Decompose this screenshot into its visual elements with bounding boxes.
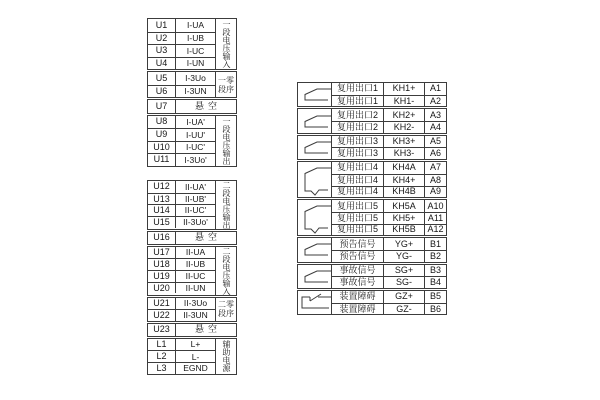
terminal-id: U18 [148, 259, 176, 270]
signal-name: II-UC' [184, 205, 207, 216]
output-label: 预告信号 [339, 250, 376, 261]
terminal-id: U11 [148, 154, 176, 166]
table-row [148, 100, 236, 113]
table-row [148, 339, 215, 351]
group-label-line: 段序 [218, 84, 234, 94]
terminal-id: U3 [148, 45, 176, 57]
terminal-name: GZ+ [383, 291, 424, 303]
table-row [332, 162, 446, 174]
terminal-id: U10 [148, 142, 176, 154]
signal-name: I-3UN [184, 86, 207, 96]
table-row [148, 204, 215, 216]
table-row [148, 85, 215, 98]
group-label [215, 19, 236, 69]
signal-name: EGND [183, 363, 208, 374]
terminal-id: U1 [148, 19, 176, 32]
table-row [332, 200, 446, 212]
output-label: 复用出口5 [336, 200, 378, 211]
terminal-name: KH3- [383, 148, 424, 159]
table-row [148, 350, 215, 362]
table-row [332, 186, 446, 198]
group-section2-voltage-output [147, 180, 237, 230]
terminal-id: U22 [148, 310, 176, 321]
terminal-id: U15 [148, 217, 176, 228]
table-row [148, 282, 215, 294]
terminal-name: KH3+ [383, 136, 424, 148]
output-label: 预告信号 [339, 238, 376, 249]
output-label: 复用出口2 [336, 109, 378, 120]
table-row [148, 258, 215, 270]
group-floating-u23 [147, 323, 237, 337]
signal-name: I-UC' [185, 142, 206, 152]
output-label: 复用出口2 [336, 122, 378, 132]
terminal-number: A9 [424, 187, 446, 198]
signal-name: II-UN [185, 282, 206, 293]
signal-name: II-UA' [185, 181, 206, 192]
terminal-number: B5 [424, 291, 446, 303]
signal-name: I-UB [187, 33, 204, 43]
table-row [148, 324, 236, 336]
table-row [148, 72, 215, 85]
table-row [148, 153, 215, 166]
signal-name: I-UC [186, 45, 205, 56]
signal-name: I-UN [186, 58, 205, 68]
terminal-id: L2 [148, 351, 176, 362]
table-row [332, 238, 446, 250]
normally-open-contact-icon [298, 83, 332, 106]
terminal-number: A1 [424, 83, 446, 95]
signal-name: 悬空 [194, 100, 221, 111]
terminal-id: U2 [148, 33, 176, 45]
group-label [215, 339, 236, 374]
terminal-name: GZ- [383, 304, 424, 315]
table-row [332, 265, 446, 277]
signal-name: 悬空 [194, 232, 221, 243]
group-device-trouble [297, 290, 447, 315]
terminal-number: B1 [424, 238, 446, 250]
terminal-id: U12 [148, 181, 176, 193]
table-row [148, 44, 215, 57]
table-row [332, 174, 446, 186]
terminal-id: U13 [148, 194, 176, 205]
terminal-name: KH4A [383, 162, 424, 174]
table-row [332, 276, 446, 288]
group-alarm-signal [297, 237, 447, 262]
output-label: 装置障碍 [339, 291, 376, 302]
table-row [148, 270, 215, 282]
signal-name: I-3Uo' [184, 154, 207, 165]
table-row [148, 216, 215, 228]
group-section1-voltage-input [147, 18, 237, 70]
terminal-number: B4 [424, 277, 446, 288]
terminal-number: A2 [424, 96, 446, 107]
terminal-id: L1 [148, 339, 176, 351]
table-row [332, 121, 446, 133]
normally-closed-contact-icon [298, 291, 332, 314]
terminal-name: SG+ [383, 265, 424, 277]
terminal-number: A12 [424, 225, 446, 236]
signal-name: II-3Uo' [183, 217, 208, 228]
group-fault-signal [297, 264, 447, 289]
table-row [332, 212, 446, 224]
changeover-contact-icon [298, 200, 332, 235]
output-label: 装置障碍 [339, 303, 376, 314]
group-label [215, 247, 236, 295]
terminal-id: U20 [148, 283, 176, 294]
terminal-id: U23 [148, 324, 176, 336]
table-row [148, 19, 215, 32]
group-label-text: 一段电压输入 [222, 20, 231, 68]
terminal-number: A11 [424, 213, 446, 224]
group-section2-zero-sequence [147, 297, 237, 322]
group-label [215, 181, 236, 229]
terminal-number: B2 [424, 251, 446, 262]
table-row [148, 193, 215, 205]
signal-name: II-3UN [183, 310, 208, 321]
signal-name: II-UC [185, 271, 206, 282]
table-row [332, 95, 446, 107]
group-label-text: 辅助电源 [222, 340, 231, 373]
normally-open-contact-icon [298, 109, 332, 132]
group-label-text: 二段电压输入 [222, 246, 231, 295]
table-row [148, 128, 215, 141]
terminal-id: U4 [148, 58, 176, 70]
table-row [148, 141, 215, 154]
signal-name: I-3Uo [185, 73, 206, 83]
output-label: 事故信号 [339, 264, 376, 275]
table-row [332, 224, 446, 236]
group-floating-u7 [147, 99, 237, 114]
terminal-id: U17 [148, 247, 176, 259]
output-label: 复用出口1 [336, 83, 378, 94]
table-row [332, 147, 446, 159]
group-label [215, 72, 236, 97]
table-row [332, 303, 446, 315]
table-row [148, 247, 215, 259]
output-label: 复用出口4 [336, 162, 378, 173]
output-label: 复用出口5 [336, 212, 378, 223]
signal-name: II-3Uo [183, 298, 208, 309]
output-label: 复用出口3 [336, 148, 378, 159]
terminal-id: U8 [148, 116, 176, 129]
signal-name: I-UA' [186, 116, 205, 127]
table-row [148, 362, 215, 374]
group-label [215, 298, 236, 321]
group-output5 [297, 199, 447, 236]
output-label: 复用出口3 [336, 136, 378, 147]
terminal-id: U19 [148, 271, 176, 282]
terminal-id: U16 [148, 232, 176, 244]
output-label: 复用出口4 [336, 186, 378, 197]
terminal-number: B3 [424, 265, 446, 277]
terminal-id: L3 [148, 363, 176, 374]
normally-open-contact-icon [298, 238, 332, 261]
group-output2 [297, 108, 447, 133]
group-section1-zero-sequence [147, 71, 237, 98]
terminal-number: A3 [424, 109, 446, 121]
terminal-name: KH5+ [383, 213, 424, 224]
output-contact-table [297, 82, 447, 316]
terminal-name: YG- [383, 251, 424, 262]
table-row [332, 136, 446, 148]
terminal-number: A10 [424, 200, 446, 212]
output-label: 复用出口5 [336, 224, 378, 235]
terminal-number: A8 [424, 175, 446, 186]
terminal-name: KH4B [383, 187, 424, 198]
terminal-number: A7 [424, 162, 446, 174]
terminal-name: KH2- [383, 122, 424, 133]
table-row [332, 83, 446, 95]
table-row [332, 250, 446, 262]
group-label-text: 二段电压输出 [222, 181, 231, 229]
signal-name: II-UB' [185, 193, 206, 204]
table-row [148, 32, 215, 45]
output-label: 事故信号 [339, 277, 376, 288]
table-row [148, 116, 215, 129]
terminal-name: KH5B [383, 225, 424, 236]
table-row [332, 109, 446, 121]
group-section1-voltage-output [147, 115, 237, 167]
group-floating-u16 [147, 231, 237, 245]
terminal-id: U9 [148, 129, 176, 141]
terminal-number: B6 [424, 304, 446, 315]
group-output3 [297, 135, 447, 160]
table-row [148, 57, 215, 70]
normally-open-contact-icon [298, 265, 332, 288]
terminal-id: U6 [148, 86, 176, 98]
voltage-terminal-table-upper [147, 18, 237, 168]
group-label-text: 一段电压输出 [222, 116, 231, 165]
signal-name: I-UA [187, 20, 204, 30]
output-label: 复用出口1 [336, 95, 378, 106]
terminal-id: U21 [148, 298, 176, 310]
terminal-id: U7 [148, 100, 176, 113]
terminal-number: A4 [424, 122, 446, 133]
signal-name: L- [191, 351, 200, 362]
terminal-name: KH1+ [383, 83, 424, 95]
terminal-number: A6 [424, 148, 446, 159]
table-row [148, 232, 236, 244]
signal-name: II-UB [185, 259, 206, 270]
signal-name: I-UU' [185, 129, 206, 140]
group-auxiliary-power [147, 338, 237, 375]
group-output4 [297, 161, 447, 198]
changeover-contact-icon [298, 162, 332, 197]
table-row [148, 298, 215, 310]
terminal-name: KH4+ [383, 175, 424, 186]
voltage-terminal-table-lower [147, 180, 237, 376]
group-section2-voltage-input [147, 246, 237, 296]
terminal-name: YG+ [383, 238, 424, 250]
group-label-line: 二零 [218, 300, 234, 310]
table-row [148, 181, 215, 193]
terminal-name: KH5A [383, 200, 424, 212]
group-label-line: 一零 [218, 75, 234, 85]
output-label: 复用出口4 [336, 174, 378, 185]
table-row [148, 309, 215, 321]
terminal-id: U14 [148, 205, 176, 216]
group-output1 [297, 82, 447, 107]
table-row [332, 291, 446, 303]
terminal-id: U5 [148, 72, 176, 85]
signal-name: II-UA [185, 247, 206, 258]
terminal-name: KH1- [383, 96, 424, 107]
signal-name: L+ [190, 339, 201, 350]
normally-open-contact-icon [298, 136, 332, 159]
group-label-line: 段序 [218, 309, 234, 319]
group-label [215, 116, 236, 166]
signal-name: 悬空 [194, 324, 221, 335]
terminal-number: A5 [424, 136, 446, 148]
terminal-name: SG- [383, 277, 424, 288]
terminal-name: KH2+ [383, 109, 424, 121]
